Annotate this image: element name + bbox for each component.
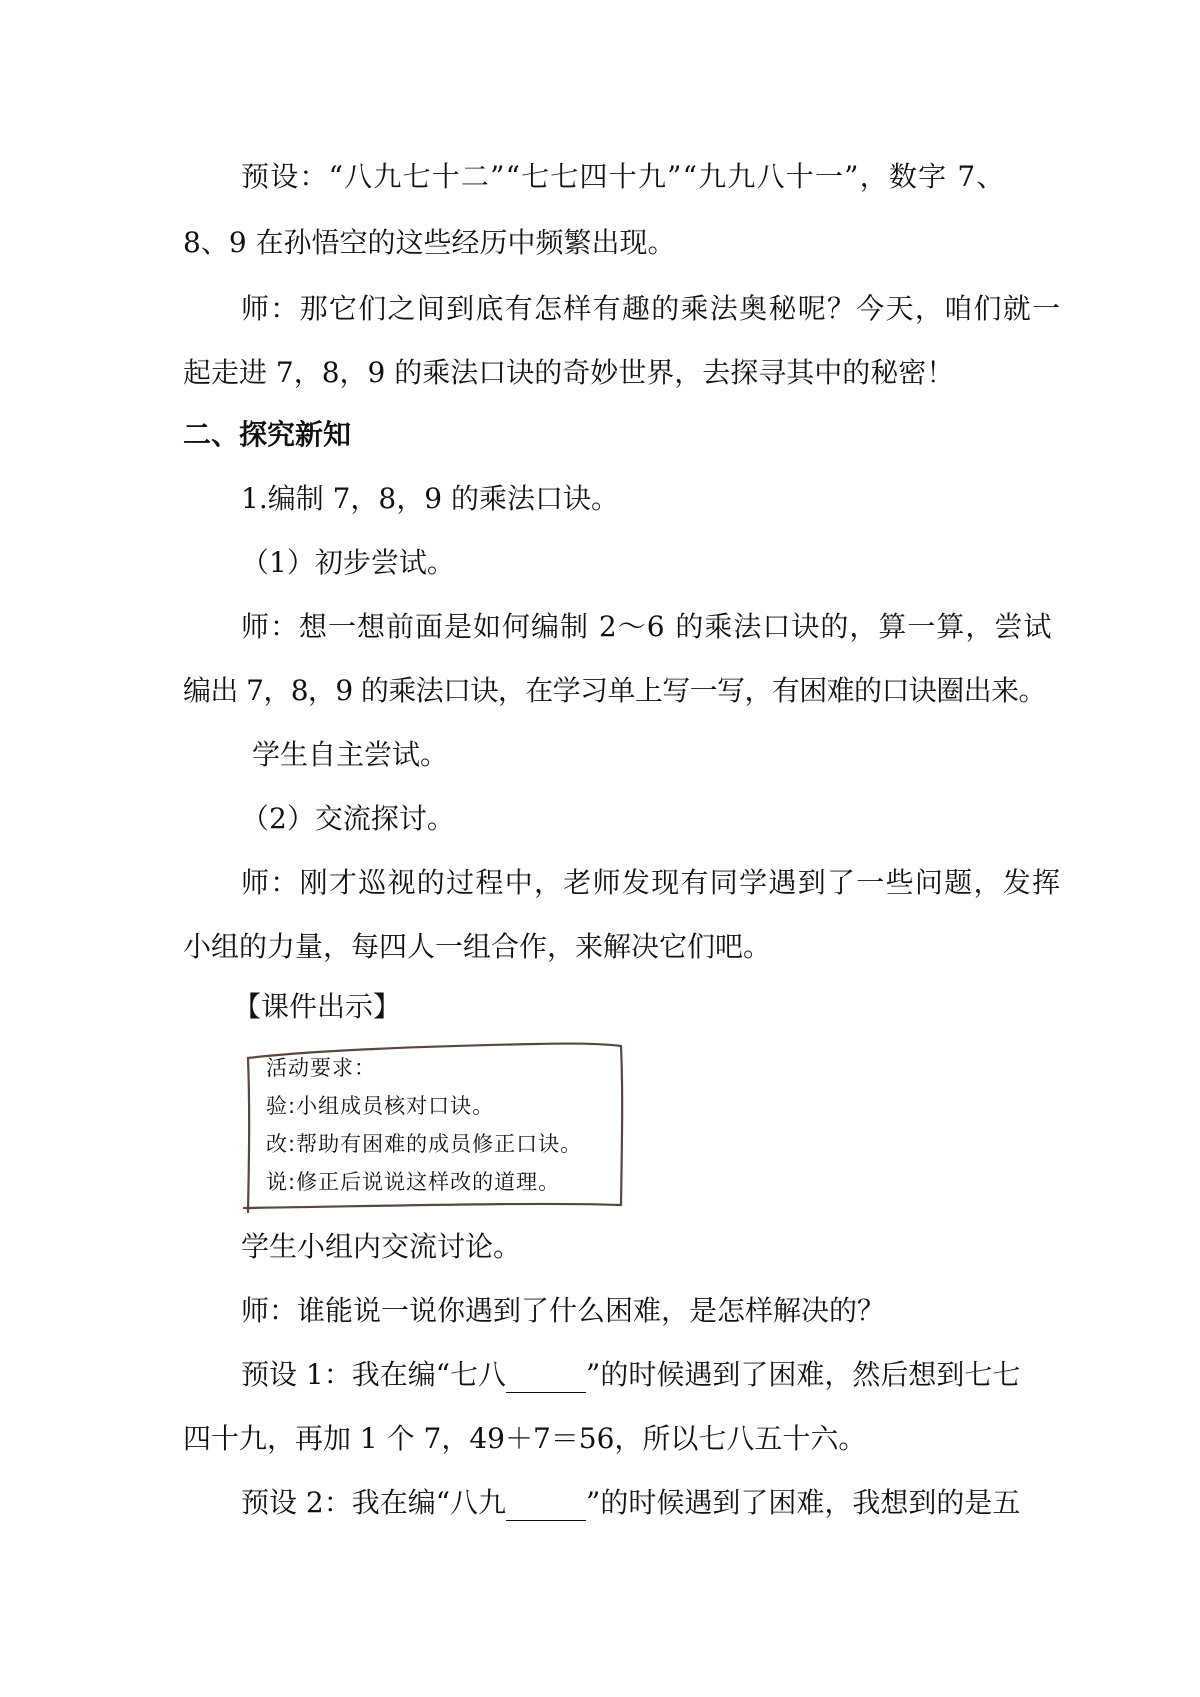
section-heading: 二、探究新知 <box>183 418 352 451</box>
preset1-prefix: 预设 1：我在编“七八 <box>241 1358 507 1391</box>
blank-underline <box>506 1486 586 1521</box>
paragraph-preset2-line1 <box>241 1486 1020 1521</box>
paragraph-preset-line1: 预设：“八九七十二”“七七四十九”“九九八十一”，数字 7、 <box>241 160 1006 193</box>
paragraph-teacher-group-line2: 小组的力量，每四人一组合作，来解决它们吧。 <box>183 930 772 963</box>
paragraph-preset-line2: 8、9 在孙悟空的这些经历中频繁出现。 <box>183 226 676 259</box>
subheading-2: （2）交流探讨。 <box>241 802 455 835</box>
preset2-suffix: ”的时候遇到了困难，我想到的是五 <box>586 1486 1021 1519</box>
paragraph-student-try: 学生自主尝试。 <box>252 738 449 771</box>
paragraph-group-discussion: 学生小组内交流讨论。 <box>241 1230 522 1263</box>
paragraph-teacher-intro-line2: 起走进 7，8，9 的乘法口诀的奇妙世界，去探寻其中的秘密！ <box>183 356 955 389</box>
activity-title: 活动要求： <box>266 1056 376 1080</box>
activity-requirements-box <box>236 1040 626 1210</box>
paragraph-teacher-question: 师：谁能说一说你遇到了什么困难，是怎样解决的？ <box>241 1294 886 1327</box>
paragraph-teacher-group-line1: 师：刚才巡视的过程中，老师发现有同学遇到了一些问题，发挥 <box>241 866 1062 899</box>
paragraph-teacher-try-line2: 编出 7，8，9 的乘法口诀，在学习单上写一写，有困难的口诀圈出来。 <box>183 674 1046 707</box>
preset2-prefix: 预设 2：我在编“八九 <box>241 1486 507 1519</box>
paragraph-preset1-line1 <box>241 1358 1020 1393</box>
activity-item-explain: 说:修正后说说这样改的道理。 <box>266 1170 561 1194</box>
activity-item-correct: 改:帮助有困难的成员修正口诀。 <box>266 1132 583 1156</box>
preset1-suffix: ”的时候遇到了困难，然后想到七七 <box>586 1358 1021 1391</box>
item-heading-1: 1.编制 7，8，9 的乘法口诀。 <box>241 482 619 515</box>
courseware-label: 【课件出示】 <box>233 990 402 1023</box>
paragraph-preset1-line2: 四十九，再加 1 个 7，49＋7＝56，所以七八五十六。 <box>183 1422 867 1455</box>
subheading-1: （1）初步尝试。 <box>241 546 455 579</box>
blank-underline <box>506 1358 586 1393</box>
paragraph-teacher-try-line1: 师：想一想前面是如何编制 2～6 的乘法口诀的，算一算，尝试 <box>241 610 1053 643</box>
paragraph-teacher-intro-line1: 师：那它们之间到底有怎样有趣的乘法奥秘呢？今天，咱们就一 <box>241 292 1062 325</box>
activity-item-verify: 验:小组成员核对口诀。 <box>266 1094 495 1118</box>
